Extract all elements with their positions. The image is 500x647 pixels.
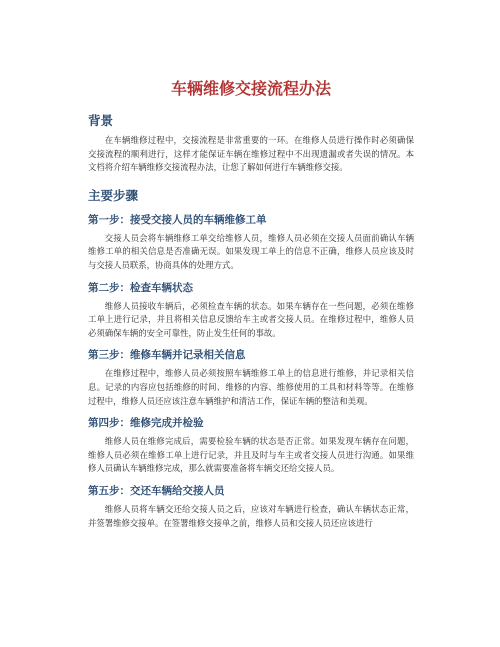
step-2-title: 第二步：检查车辆状态 [88,281,193,294]
step-1-title: 第一步：接受交接人员的车辆维修工单 [88,213,267,226]
background-section [88,112,414,175]
document-title: 车辆维修交接流程办法 [170,79,331,98]
step-5-paragraph: 维修人员将车辆交还给交接人员之后，应该对车辆进行检查，确认车辆状态正常，并签署维修交接单。在签署维修交接单之前，维修人员和交接人员还应该进行 [88,503,414,528]
background-paragraph: 在车辆维修过程中，交接流程是非常重要的一环。在维修人员进行操作时必须确保交接流程的顺利进行，这样才能保证车辆在维修过程中不出现遗漏或者失误的情况。本文档将介绍车辆维修交接流程办法，让您了解如何进行车辆维修交接。 [88,135,414,173]
step-3-paragraph: 在维修过程中，维修人员必须按照车辆维修工单上的信息进行维修，并记录相关信息。记录的内容应包括维修的时间、维修的内容、维修使用的工具和材料等等。在维修过程中，维修人员还应该注意车辆维护和清洁工作，保证车辆的整洁和美观。 [88,368,414,406]
step-2-paragraph: 维修人员接收车辆后，必须检查车辆的状态。如果车辆存在一些问题，必须在维修工单上进行记录，并且将相关信息反馈给车主或者交接人员。在维修过程中，维修人员必须确保车辆的安全可靠性，防止发生任何的事故。 [88,300,414,338]
step-4-paragraph: 维修人员在维修完成后，需要检验车辆的状态是否正常。如果发现车辆存在问题，维修人员必须在维修工单上进行记录，并且及时与车主或者交接人员进行沟通。如果维修人员确认车辆维修完成，那么就需要准备将车辆交还给交接人员。 [88,436,414,474]
step-2 [88,281,414,341]
main-steps-section [88,187,414,530]
background-heading: 背景 [88,113,114,128]
step-1-paragraph: 交接人员会将车辆维修工单交给维修人员，维修人员必须在交接人员面前确认车辆维修工单的相关信息是否准确无误。如果发现工单上的信息不正确，维修人员应该及时与交接人员联系，协商具体的处理方式。 [88,232,414,270]
step-4 [88,416,414,476]
main-steps-heading: 主要步骤 [88,187,139,203]
step-3-title: 第三步：维修车辆并记录相关信息 [88,349,246,362]
step-5 [88,484,414,530]
step-3 [88,348,414,408]
step-4-title: 第四步：维修完成并检验 [88,417,204,430]
step-5-title: 第五步：交还车辆给交接人员 [88,484,225,497]
step-1 [88,213,414,273]
